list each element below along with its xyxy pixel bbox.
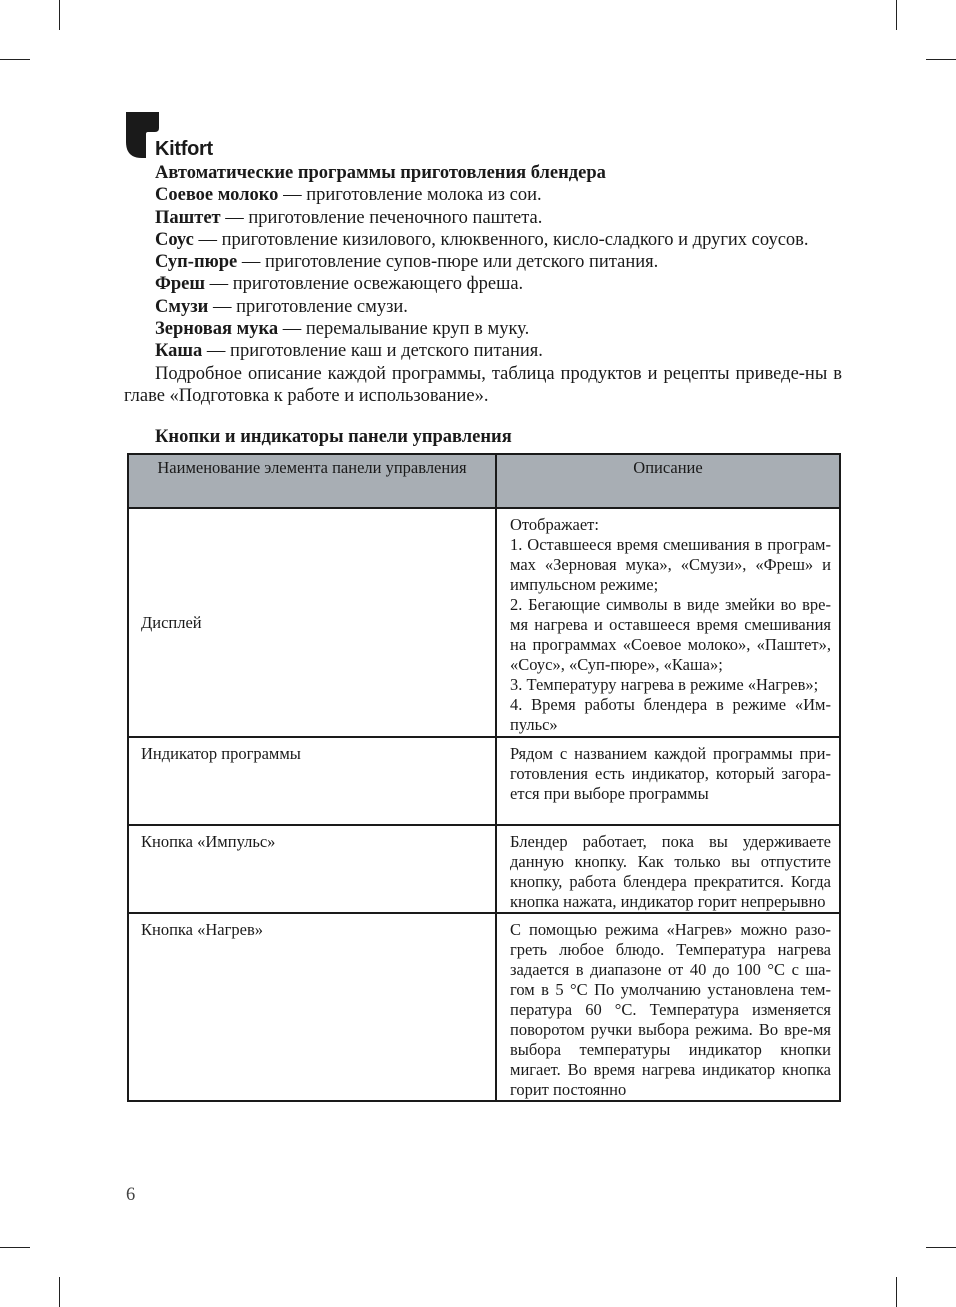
program-item: Каша — приготовление каш и детского питания. bbox=[155, 341, 543, 362]
element-name: Индикатор программы bbox=[128, 737, 496, 825]
description-line: 1. Оставшееся время смешивания в програм-мах «Зерновая мука», «Смузи», «Фреш» и импульсном режиме; bbox=[510, 535, 831, 594]
element-description: С помощью режима «Нагрев» можно разо-греть любое блюдо. Температура нагрева задается в диапазоне от 40 до 100 °C с ша-гом в 5 °C По умолчанию установлена тем-пература 60 °C. Температура изменяется поворотом ручки выбора режима. Во вре-мя выбора температуры индикатор кнопки мигает. Во время нагрева индикатор кнопка горит постоянно bbox=[496, 913, 840, 1101]
crop-mark bbox=[0, 59, 30, 60]
table-title: Кнопки и индикаторы панели управления bbox=[155, 427, 512, 447]
element-description: Блендер работает, пока вы удерживаете данную кнопку. Как только вы отпустите кнопку, работа блендера прекратится. Когда кнопка нажата, индикатор горит непрерывно bbox=[496, 825, 840, 913]
table-row bbox=[128, 508, 840, 737]
crop-mark bbox=[59, 0, 60, 30]
crop-mark bbox=[926, 1247, 956, 1248]
description-line: 4. Время работы блендера в режиме «Им-пульс» bbox=[510, 695, 831, 734]
program-item: Смузи — приготовление смузи. bbox=[155, 296, 408, 317]
program-item: Фреш — приготовление освежающего фреша. bbox=[155, 274, 524, 295]
description-line: 3. Температуру нагрева в режиме «Нагрев»; bbox=[510, 675, 819, 694]
program-item: Соевое молоко — приготовление молока из сои. bbox=[155, 185, 542, 206]
element-name: Дисплей bbox=[128, 508, 496, 737]
brand-name: Kitfort bbox=[155, 138, 213, 160]
table-row bbox=[128, 737, 840, 825]
table-row bbox=[128, 825, 840, 913]
program-item: Суп-пюре — приготовление супов-пюре или детского питания. bbox=[155, 252, 659, 273]
programs-note: Подробное описание каждой программы, таблица продуктов и рецепты приведе-ны в главе «Подготовка к работе и использование». bbox=[124, 363, 842, 406]
crop-mark bbox=[0, 1247, 30, 1248]
description-line: 2. Бегающие символы в виде змейки во вре-мя нагрева и оставшееся время смешивания на программах «Соевое молоко», «Паштет», «Соус», «Суп-пюре», «Каша»; bbox=[510, 595, 831, 674]
page-number: 6 bbox=[126, 1185, 136, 1205]
table-row bbox=[128, 913, 840, 1101]
crop-mark bbox=[926, 59, 956, 60]
control-panel-table bbox=[127, 453, 841, 1102]
header-cell-name: Наименование элемента панели управления bbox=[128, 454, 496, 508]
program-item: Соус — приготовление кизилового, клюквенного, кисло-сладкого и других соусов. bbox=[155, 229, 809, 250]
programs-heading: Автоматические программы приготовления блендера bbox=[155, 163, 606, 183]
crop-mark bbox=[59, 1277, 60, 1307]
element-description: Рядом с названием каждой программы при-готовления есть индикатор, который загора-ется при выборе программы bbox=[496, 737, 840, 825]
crop-mark bbox=[896, 1277, 897, 1307]
element-description bbox=[496, 508, 840, 737]
crop-mark bbox=[896, 0, 897, 30]
programs-section bbox=[124, 162, 842, 407]
header-cell-description: Описание bbox=[496, 454, 840, 508]
element-name: Кнопка «Нагрев» bbox=[128, 913, 496, 1101]
program-item: Паштет — приготовление печеночного паштета. bbox=[155, 207, 543, 228]
description-line: Отображает: bbox=[510, 515, 599, 534]
element-name: Кнопка «Импульс» bbox=[128, 825, 496, 913]
kitfort-logo bbox=[126, 110, 236, 160]
table-header-row bbox=[128, 454, 840, 508]
program-item: Зерновая мука — перемалывание круп в муку. bbox=[155, 319, 530, 340]
